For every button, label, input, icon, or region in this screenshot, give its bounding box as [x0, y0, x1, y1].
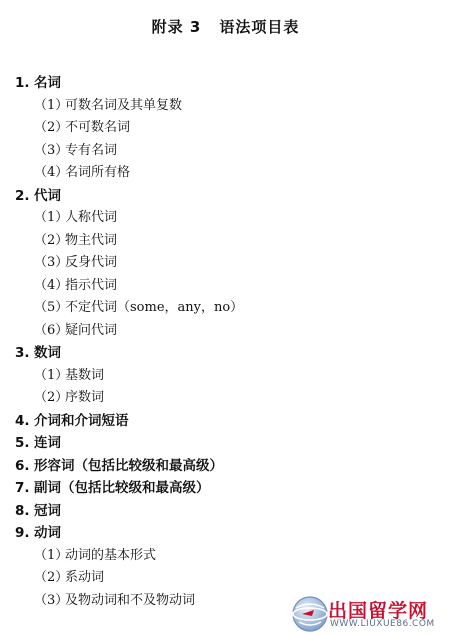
subsection-number: （2） — [34, 390, 69, 405]
subsection-item — [0, 207, 451, 230]
subsection-number: （1） — [34, 367, 69, 383]
subsection-number: （1） — [34, 547, 69, 563]
subsection-number: （3） — [34, 255, 69, 270]
section-heading — [0, 410, 451, 433]
appendix-title: 语法项目表 — [219, 18, 300, 36]
subsection-number: （3） — [34, 592, 69, 608]
subsection-item — [0, 365, 451, 388]
subsection-label: 及物动词和不及物动词 — [65, 592, 196, 608]
subsection-number: （6） — [34, 322, 69, 338]
section-number: 6. — [15, 457, 30, 474]
subsection-label: 物主代词 — [65, 232, 118, 248]
subsection-label: 疑问代词 — [65, 322, 118, 338]
subsection-label: 人称代词 — [65, 210, 118, 225]
subsection-item — [0, 275, 451, 298]
section-label: 介词和介词短语 — [34, 412, 129, 429]
watermark-url: WWW.LIUXUE86.COM — [330, 619, 435, 629]
section-number: 2. — [15, 187, 30, 204]
subsection-label: 可数名词及其单复数 — [65, 97, 183, 113]
section-label: 形容词（包括比较级和最高级） — [34, 457, 223, 474]
section-number: 9. — [15, 525, 30, 541]
subsection-number: （1） — [34, 210, 69, 225]
subsection-item — [0, 567, 451, 590]
section-heading — [0, 185, 451, 208]
section-number: 7. — [15, 480, 30, 496]
subsection-label: 系动词 — [65, 570, 105, 585]
section-heading — [0, 477, 451, 500]
section-label: 连词 — [34, 435, 61, 451]
watermark — [290, 592, 451, 635]
section-number: 3. — [15, 345, 30, 361]
subsection-label: 不可数名词 — [65, 120, 131, 135]
subsection-number: （5） — [34, 300, 69, 315]
subsection-item — [0, 117, 451, 140]
section-label: 动词 — [34, 525, 61, 541]
section-number: 4. — [15, 412, 30, 429]
subsection-number: （4） — [34, 277, 69, 293]
section-heading — [0, 72, 451, 95]
subsection-label: 反身代词 — [65, 255, 118, 270]
subsection-label: 动词的基本形式 — [65, 547, 157, 563]
section-label: 名词 — [34, 75, 61, 91]
page-title — [0, 16, 451, 37]
subsection-label: 基数词 — [65, 367, 105, 383]
subsection-number: （3） — [34, 142, 69, 158]
subsection-label: 序数词 — [65, 390, 105, 405]
section-label: 副词（包括比较级和最高级） — [34, 480, 210, 496]
section-label: 数词 — [34, 345, 61, 361]
grammar-outline — [0, 72, 451, 612]
section-heading — [0, 500, 451, 523]
section-heading — [0, 522, 451, 545]
globe-logo-icon — [290, 594, 330, 634]
subsection-item — [0, 162, 451, 185]
section-label: 冠词 — [34, 502, 61, 519]
section-label: 代词 — [34, 187, 61, 204]
subsection-number: （4） — [34, 165, 69, 180]
subsection-number: （1） — [34, 97, 69, 113]
subsection-number: （2） — [34, 232, 69, 248]
section-heading — [0, 342, 451, 365]
subsection-label: 专有名词 — [65, 142, 118, 158]
subsection-label: 名词所有格 — [65, 165, 131, 180]
subsection-number: （2） — [34, 570, 69, 585]
subsection-label: 不定代词（some，any，no） — [65, 300, 244, 315]
section-number: 8. — [15, 502, 30, 519]
subsection-item — [0, 297, 451, 320]
subsection-item — [0, 95, 451, 118]
subsection-item — [0, 320, 451, 343]
subsection-item — [0, 252, 451, 275]
section-number: 1. — [15, 75, 30, 91]
subsection-item — [0, 545, 451, 568]
subsection-item — [0, 140, 451, 163]
subsection-item — [0, 387, 451, 410]
subsection-item — [0, 230, 451, 253]
subsection-number: （2） — [34, 120, 69, 135]
section-heading — [0, 455, 451, 478]
section-number: 5. — [15, 435, 30, 451]
section-heading — [0, 432, 451, 455]
watermark-name: 出国留学网 — [328, 600, 429, 622]
appendix-label: 附录 3 — [151, 18, 202, 36]
subsection-label: 指示代词 — [65, 277, 118, 293]
